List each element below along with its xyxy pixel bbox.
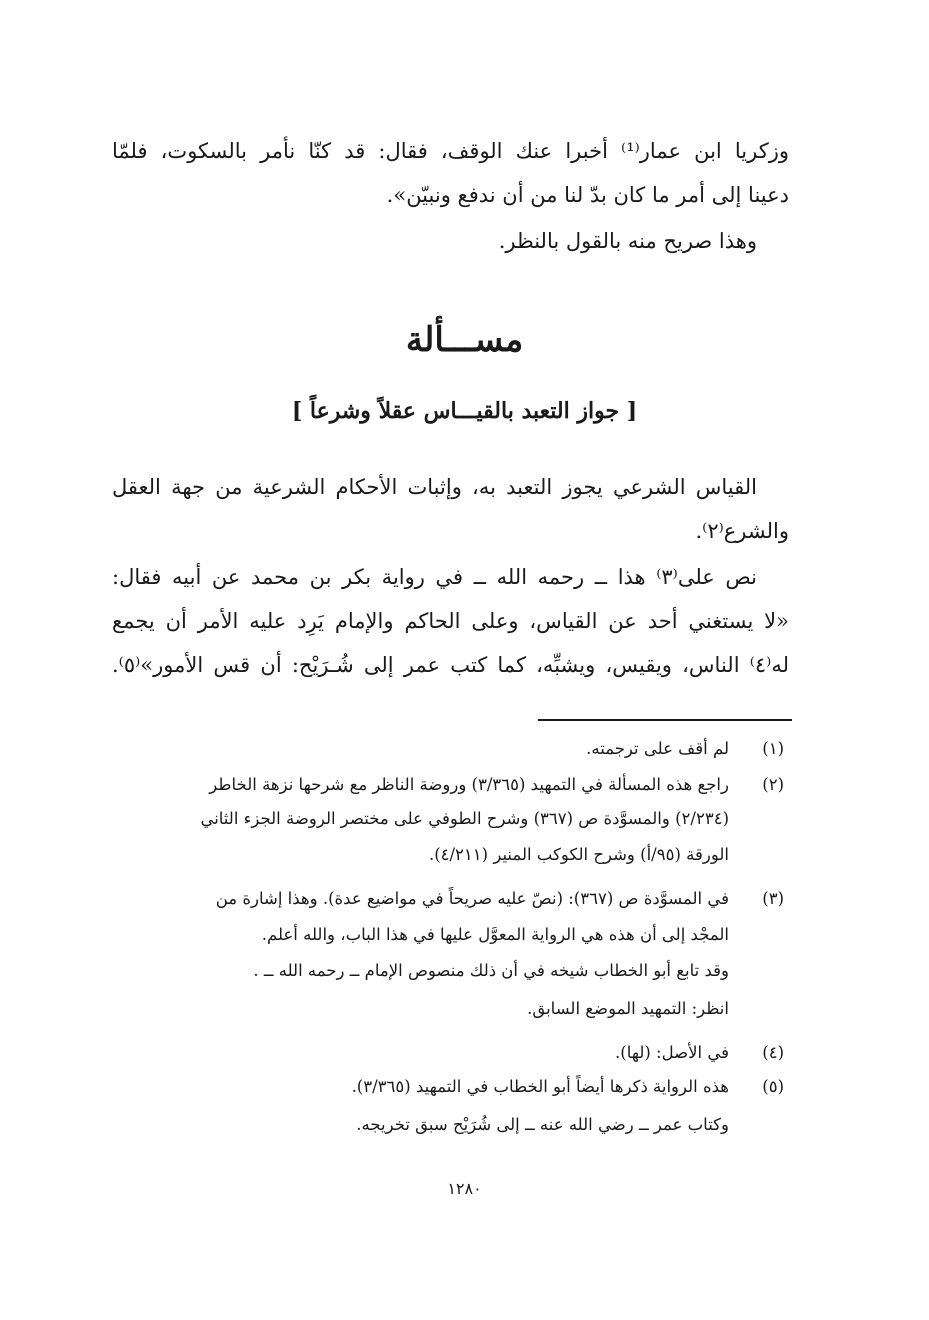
footnote-line: راجع هذه المسألة في التمهيد (٣/٣٦٥) وروضة الناظر مع شرحها نزهة الخاطر	[209, 775, 729, 794]
footnote-number: (١)	[762, 739, 784, 758]
section-subtitle: [ جواز التعبد بالقيـــاس عقلاً وشرعاً ]	[291, 398, 638, 424]
footnote-line: وكتاب عمر ــ رضي الله عنه ــ إلى شُرَيْح سبق تخريجه.	[356, 1115, 729, 1134]
section-title: مســـألة	[405, 320, 524, 360]
footnote-number: (٣)	[762, 889, 784, 908]
body-line: القياس الشرعي يجوز التعبد به، وإثبات الأحكام الشرعية من جهة العقل	[112, 475, 757, 499]
footnote-number: (٤)	[762, 1043, 784, 1062]
footnote-line: المجْد إلى أن هذه هي الرواية المعوَّل عليها في هذا الباب، والله أعلم.	[261, 925, 729, 944]
body-line: وهذا صريح منه بالقول بالنظر.	[498, 229, 757, 253]
footnote-number: (٢)	[762, 775, 784, 794]
footnote-line: (٢/٢٣٤) والمسوَّدة ص (٣٦٧) وشرح الطوفي على مختصر الروضة الجزء الثاني	[200, 809, 729, 828]
footnote-line: انظر: التمهيد الموضع السابق.	[527, 999, 729, 1018]
body-line: له⁽٤⁾ الناس، ويقيس، ويشبِّه، كما كتب عمر إلى شُـرَيْح: أن قس الأمور»⁽٥⁾.	[112, 653, 789, 677]
page-number: ١٢٨٠	[447, 1179, 482, 1198]
body-line: نص على⁽٣⁾ هذا ــ رحمه الله ــ في رواية بكر بن محمد عن أبيه فقال:	[112, 565, 757, 589]
body-line: والشرع⁽٢⁾.	[695, 519, 789, 543]
footnote-line: الورقة (٩٥/أ) وشرح الكوكب المنير (٤/٢١١).	[428, 845, 729, 864]
footnote-line: في الأصل: (لها).	[615, 1043, 729, 1062]
body-line: «لا يستغني أحد عن القياس، وعلى الحاكم والإمام يَرِد عليه الأمر أن يجمع	[112, 609, 789, 633]
body-line: دعينا إلى أمر ما كان بدّ لنا من أن ندفع ونبيّن».	[386, 183, 789, 207]
footnote-number: (٥)	[762, 1077, 784, 1096]
footnote-separator	[538, 719, 792, 721]
footnote-line: لم أقف على ترجمته.	[586, 739, 729, 758]
footnote-line: هذه الرواية ذكرها أيضاً أبو الخطاب في التمهيد (٣/٣٦٥).	[351, 1077, 729, 1096]
body-line: وزكريا ابن عمار⁽¹⁾ أخبرا عنك الوقف، فقال: قد كنّا نأمر بالسكوت، فلمّا	[112, 139, 789, 163]
footnote-line: وقد تابع أبو الخطاب شيخه في أن ذلك منصوص الإمام ــ رحمه الله ــ .	[253, 961, 729, 980]
footnote-line: في المسوَّدة ص (٣٦٧): (نصّ عليه صريحاً في مواضيع عدة). وهذا إشارة من	[215, 889, 729, 908]
